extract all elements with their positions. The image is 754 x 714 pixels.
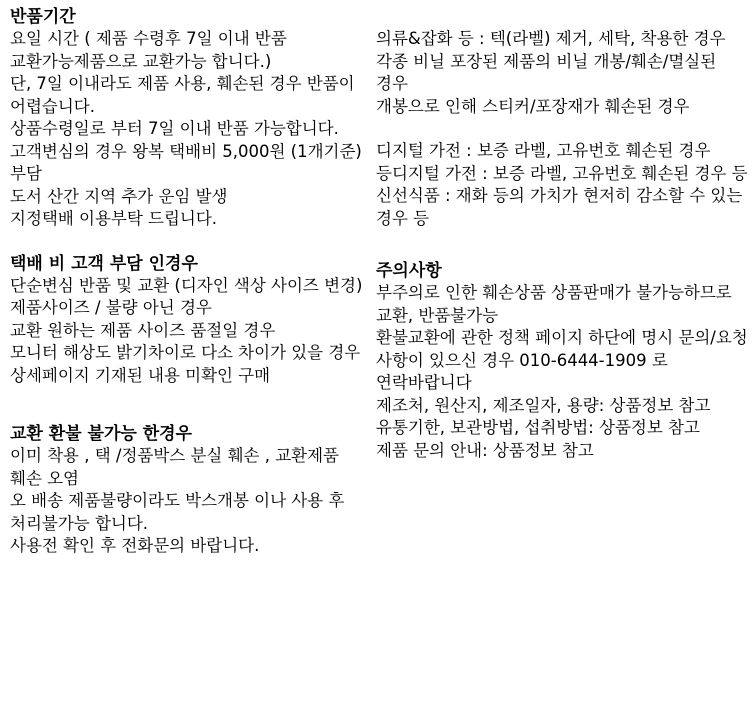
no-exchange-line: 디지털 가전 : 보증 라벨, 고유번호 훼손된 경우 등디지털 가전 : 보증 라벨, 고유번호 훼손된 경우 등 xyxy=(376,141,748,183)
left-column xyxy=(10,6,372,558)
return-period-line: 상품수령일로 부터 7일 이내 반품 가능합니다. xyxy=(10,119,339,138)
return-period-line: 요일 시간 ( 제품 수령후 7일 이내 반품 교환가능제품으로 교환가능 합니다.) xyxy=(10,29,287,71)
notice-line: 환불교환에 관한 정책 페이지 하단에 명시 문의/요청 사항이 있으신 경우 010-6444-1909 로 연락바랍니다 xyxy=(376,328,748,392)
return-period-line: 고객변심의 경우 왕복 택배비 5,000원 (1개기준) 부담 xyxy=(10,141,362,183)
no-exchange-line: 오 배송 제품불량이라도 박스개봉 이나 사용 후 처리불가능 합니다. xyxy=(10,491,345,533)
customer-pays-line: 제품사이즈 / 불량 아닌 경우 xyxy=(10,298,212,317)
no-exchange-line: 신선식품 : 재화 등의 가치가 현저히 감소할 수 있는 경우 등 xyxy=(376,186,743,228)
no-exchange-line: 각종 비닐 포장된 제품의 비닐 개봉/훼손/멸실된 경우 xyxy=(376,51,717,93)
return-period-line: 단, 7일 이내라도 제품 사용, 훼손된 경우 반품이 어렵습니다. xyxy=(10,74,355,116)
return-period-line: 도서 산간 지역 추가 운임 발생 xyxy=(10,186,228,206)
notice-line: 유통기한, 보관방법, 섭취방법: 상품정보 참고 xyxy=(376,418,700,437)
notice-title: 주의사항 xyxy=(376,261,442,281)
return-period-line: 지정택배 이용부탁 드립니다. xyxy=(10,209,218,228)
no-exchange-title: 교환 환불 불가능 한경우 xyxy=(10,424,192,444)
no-exchange-line: 개봉으로 인해 스티커/포장재가 훼손된 경우 xyxy=(376,96,690,116)
notice-line: 제조처, 원산지, 제조일자, 용량: 상품정보 참고 xyxy=(376,395,711,415)
no-exchange-line: 의류&잡화 등 : 텍(라벨) 제거, 세탁, 착용한 경우 xyxy=(376,29,726,48)
customer-pays-title: 택배 비 고객 부담 인경우 xyxy=(10,253,198,274)
customer-pays-line: 상세페이지 기재된 내용 미확인 구매 xyxy=(10,365,271,385)
no-exchange-line: 이미 착용 , 택 /정품박스 분실 훼손 , 교환제품 훼손 오염 xyxy=(10,446,339,488)
notice-line: 부주의로 인한 훼손상품 상품판매가 불가능하므로 교환, 반품불가능 xyxy=(376,283,732,325)
right-column xyxy=(376,6,748,462)
customer-pays-line: 단순변심 반품 및 교환 (디자인 색상 사이즈 변경) xyxy=(10,275,363,295)
customer-pays-line: 모니터 해상도 밝기차이로 다소 차이가 있을 경우 xyxy=(10,343,361,362)
no-exchange-line: 사용전 확인 후 전화문의 바랍니다. xyxy=(10,536,260,555)
notice-line: 제품 문의 안내: 상품정보 참고 xyxy=(376,440,594,460)
customer-pays-line: 교환 원하는 제품 사이즈 품절일 경우 xyxy=(10,320,276,340)
return-period-title: 반품기간 xyxy=(10,7,76,27)
